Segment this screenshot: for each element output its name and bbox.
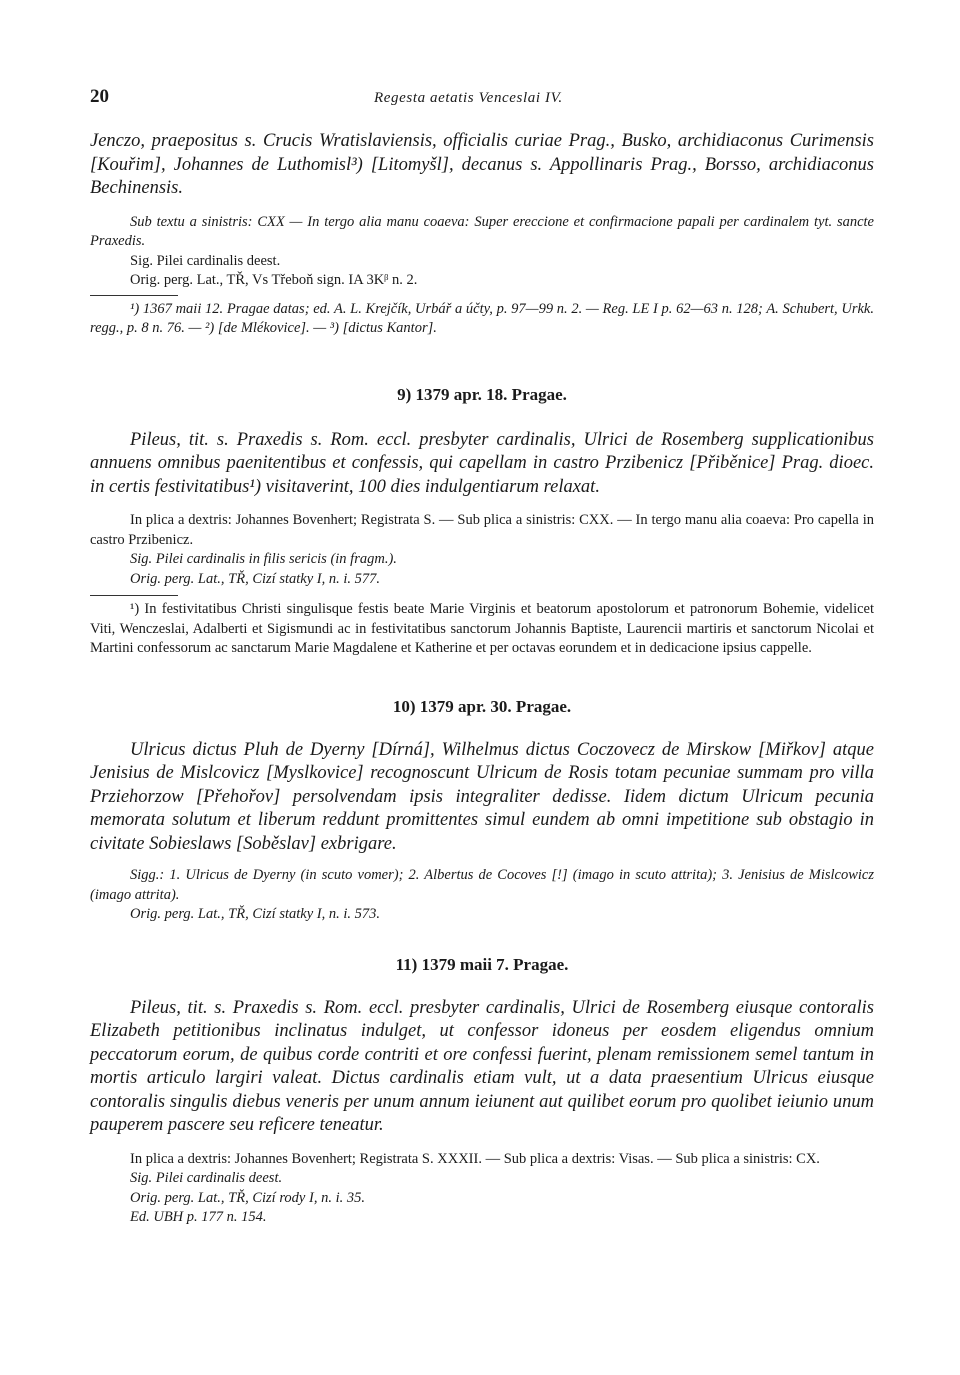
entry9-heading: 9) 1379 apr. 18. Pragae.	[397, 384, 567, 404]
footnote-rule	[90, 295, 178, 296]
entry11-note-1: In plica a dextris: Johannes Bovenhert; Registrata S. XXXII. — Sub plica a dextris: Visas. — Sub plica a sinistris: CX.	[130, 1150, 820, 1167]
entry11-note-2: Sig. Pilei cardinalis deest.	[130, 1170, 283, 1186]
entry11-heading: 11) 1379 maii 7. Pragae.	[395, 954, 569, 974]
entry8-note-2: Sig. Pilei cardinalis deest.	[130, 252, 281, 269]
running-title: Regesta aetatis Venceslai IV.	[374, 90, 563, 106]
entry9-note-3: Orig. perg. Lat., TŘ, Cizí statky I, n. i. 577.	[130, 570, 380, 587]
entry11-note-4: Ed. UBH p. 177 n. 154.	[130, 1209, 267, 1225]
entry9-text: Pileus, tit. s. Praxedis s. Rom. eccl. presbyter cardinalis, Ulrici de Rosemberg supplicationibus annuens omnibus paenitentibus et confessis, qui capellam in castro Przibenicz [Přiběnice] Prag. dioec. in certis festivitatibus¹) visitaverint, 100 dies indulgentiarum relaxat.	[90, 429, 874, 497]
entry11-text: Pileus, tit. s. Praxedis s. Rom. eccl. presbyter cardinalis, Ulrici de Rosemberg eiusque contoralis Elizabeth petitionibus inclinatus indulget, ut confessor idoneus per eosdem eligendus omnium peccatorum eorum, de quibus corde contriti et ore confessi fuerint, plenam remissionem semel tantum in mortis articulo largiri valeat. Dictus cardinalis etiam vult, ut a data praesentium Ulricus eiusque contoralis singulis diebus veneris per unum annum ieiunent aut quilibet eorum pro quolibet ieiunio unum pauperem pascere seu reficere teneatur.	[90, 997, 874, 1135]
entry9-footnote: ¹) In festivitatibus Christi singulisque festis beate Marie Virginis et beatorum apostolorum et patronorum Bohemie, videlicet Viti, Wenczeslai, Adalberti et Sigismundi ac in festivitatibus sanctorum Johannis Baptiste, Laurencii martiris et sanctorum Nicolai et Martini confessorum ac sanctarum Marie Magdalene et Katherine et per octavas eorundem et in dedicacione ipsius cappelle.	[90, 601, 874, 656]
entry8-footnote: ¹) 1367 maii 12. Pragae datas; ed. A. L. Krejčík, Urbář a účty, p. 97—99 n. 2. — Reg. LE I p. 62—63 n. 128; A. Schubert, Urkk. regg., p. 8 n. 76. — ²) [de Mlékovice]. — ³) [dictus Kantor].	[90, 300, 874, 336]
entry8-note-3: Orig. perg. Lat., TŘ, Vs Třeboň sign. IA 3Kᵝ n. 2.	[130, 272, 418, 288]
entry11-notes	[90, 1150, 874, 1228]
entry10-heading: 10) 1379 apr. 30. Pragae.	[392, 696, 572, 716]
entry10-note-1: Sigg.: 1. Ulricus de Dyerny (in scuto vomer); 2. Albertus de Cocoves [!] (imago in scuto attrita); 3. Jenisius de Mislcowicz (imago attrita).	[90, 867, 874, 903]
entry11-note-3: Orig. perg. Lat., TŘ, Cizí rody I, n. i. 35.	[130, 1189, 365, 1206]
entry9-note-2: Sig. Pilei cardinalis in filis sericis (in fragm.).	[130, 551, 397, 567]
page-number: 20	[90, 86, 109, 107]
page-header	[90, 86, 874, 114]
entry8-notes	[90, 213, 874, 291]
entry8-text: Jenczo, praepositus s. Crucis Wratislaviensis, officialis curiae Prag., Busko, archidiaconus Curimensis [Kouřim], Johannes de Luthomisl³) [Litomyšl], decanus s. Appollinaris Prag., Borsso, archidiaconus Bechinensis.	[90, 131, 874, 198]
entry8-note-1: Sub textu a sinistris: CXX — In tergo alia manu coaeva: Super ereccione et confirmacione papali per cardinalem tyt. sancte Praxedis.	[90, 213, 874, 249]
entry10-note-2: Orig. perg. Lat., TŘ, Cizí statky I, n. i. 573.	[130, 906, 380, 922]
entry10-text: Ulricus dictus Pluh de Dyerny [Dírná], Wilhelmus dictus Coczovecz de Mirskow [Miřkov] atque Jenisius de Mislcovicz [Myslkovice] recognoscunt Ulricum de Rosis totam pecuniae summam pro villa Prziehorzow [Přehořov] persolvendam ipsis integraliter dedisse. Iidem dictum Ulricum pecunia memorata solutum et liberum reddunt promittentes simul eundem ab omni impetitione sub obstagio in civitate Sobieslaws [Soběslav] exbrigare.	[90, 739, 874, 854]
footnote-rule	[90, 595, 178, 596]
entry9-notes	[90, 511, 874, 589]
entry9-note-1: In plica a dextris: Johannes Bovenhert; Registrata S. — Sub plica a sinistris: CXX. — In tergo manu alia coaeva: Pro capella in castro Przibenicz.	[90, 512, 874, 548]
entry10-notes	[90, 866, 874, 925]
